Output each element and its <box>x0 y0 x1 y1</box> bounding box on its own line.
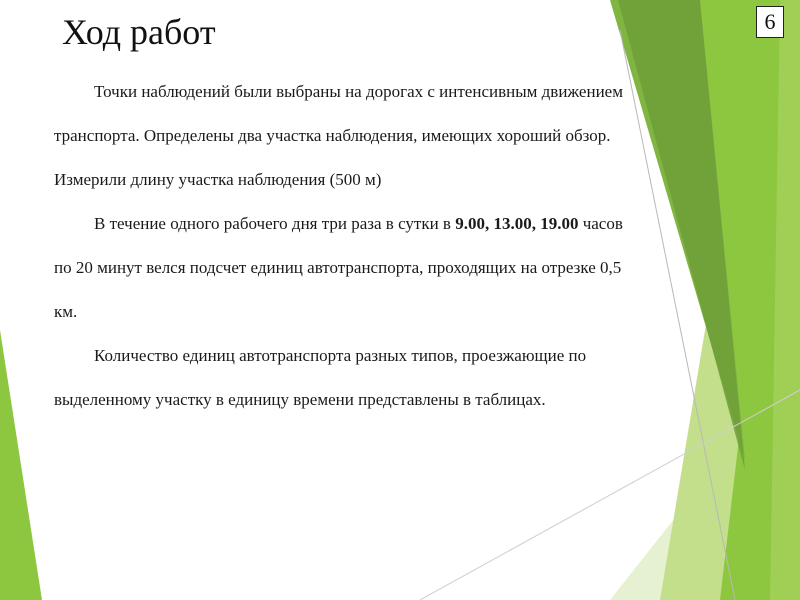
paragraph-2-times: 9.00, 13.00, 19.00 <box>455 214 579 233</box>
slide-title: Ход работ <box>62 12 216 52</box>
page-number-badge: 6 <box>756 6 784 38</box>
paragraph-2-after: часов по 20 минут велся подсчет единиц автотранспорта, проходящих на отрезке 0,5 км. <box>54 214 623 321</box>
slide-body <box>54 70 624 422</box>
paragraph-2 <box>54 202 624 334</box>
paragraph-3: Количество единиц автотранспорта разных типов, проезжающие по выделенному участку в единицу времени представлены в таблицах. <box>54 346 587 409</box>
left-green-facet <box>0 330 42 600</box>
paragraph-1: Точки наблюдений были выбраны на дорогах с интенсивным движением транспорта. Определены два участка наблюдения, имеющих хороший обзор. Измерили длину участка наблюдения (500 м) <box>54 82 623 189</box>
paragraph-2-before: В течение одного рабочего дня три раза в сутки в <box>94 214 456 233</box>
